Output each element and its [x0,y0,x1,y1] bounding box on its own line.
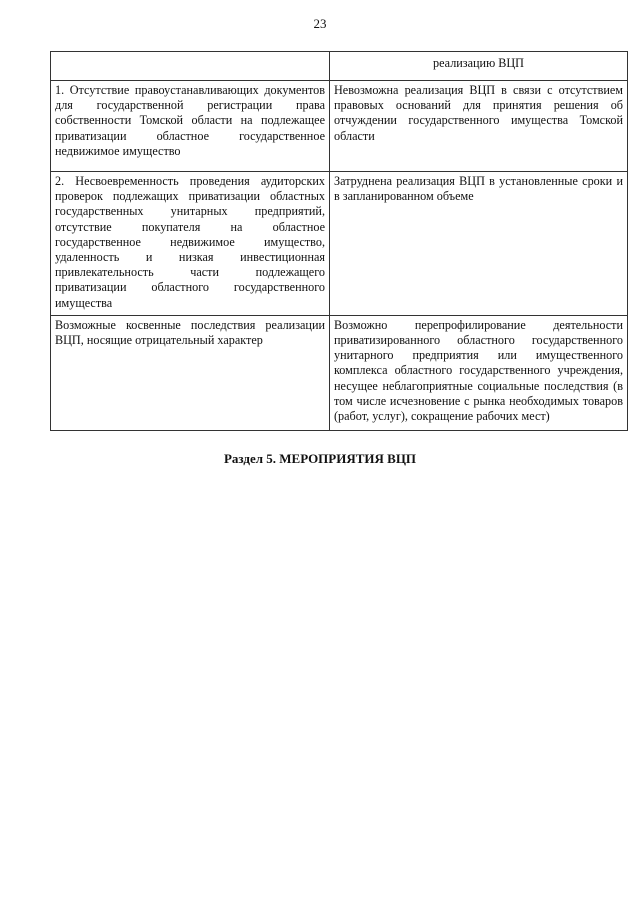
consequence-cell: Невозможна реализация ВЦП в связи с отсутствием правовых оснований для принятия решения об отчуждении государственного имущества Томской области [330,81,628,172]
consequence-cell: Возможно перепрофилирование деятельности приватизированного областного государственного унитарного предприятия или имущественного комплекса областного государственного учреждения, несущее неблагоприятные социальные последствия (в том числе исчезновение с рынка необходимых товаров (работ, услуг), сокращение рабочих мест) [330,315,628,430]
table-header-row [51,52,628,81]
risk-cell: 1. Отсутствие правоустанавливающих документов для государственной регистрации права собственности Томской области на подлежащее приватизации областное государственное недвижимое имущество [51,81,330,172]
header-cell-left [51,52,330,81]
table-row [51,315,628,430]
table-row [51,172,628,316]
consequence-cell: Затруднена реализация ВЦП в установленные сроки и в запланированном объеме [330,172,628,316]
table-row [51,81,628,172]
section-title: Раздел 5. МЕРОПРИЯТИЯ ВЦП [223,451,417,466]
risk-cell: Возможные косвенные последствия реализации ВЦП, носящие отрицательный характер [51,315,330,430]
page-number: 23 [313,16,327,31]
risk-table [50,51,628,431]
risk-cell: 2. Несвоевременность проведения аудиторских проверок подлежащих приватизации областных государственных унитарных предприятий, отсутствие покупателя на областное государственное недвижимое имущество, удаленность и низкая инвестиционная привлекательность части подлежащего приватизации областного государственного имущества [51,172,330,316]
header-cell-right: реализацию ВЦП [330,52,628,81]
